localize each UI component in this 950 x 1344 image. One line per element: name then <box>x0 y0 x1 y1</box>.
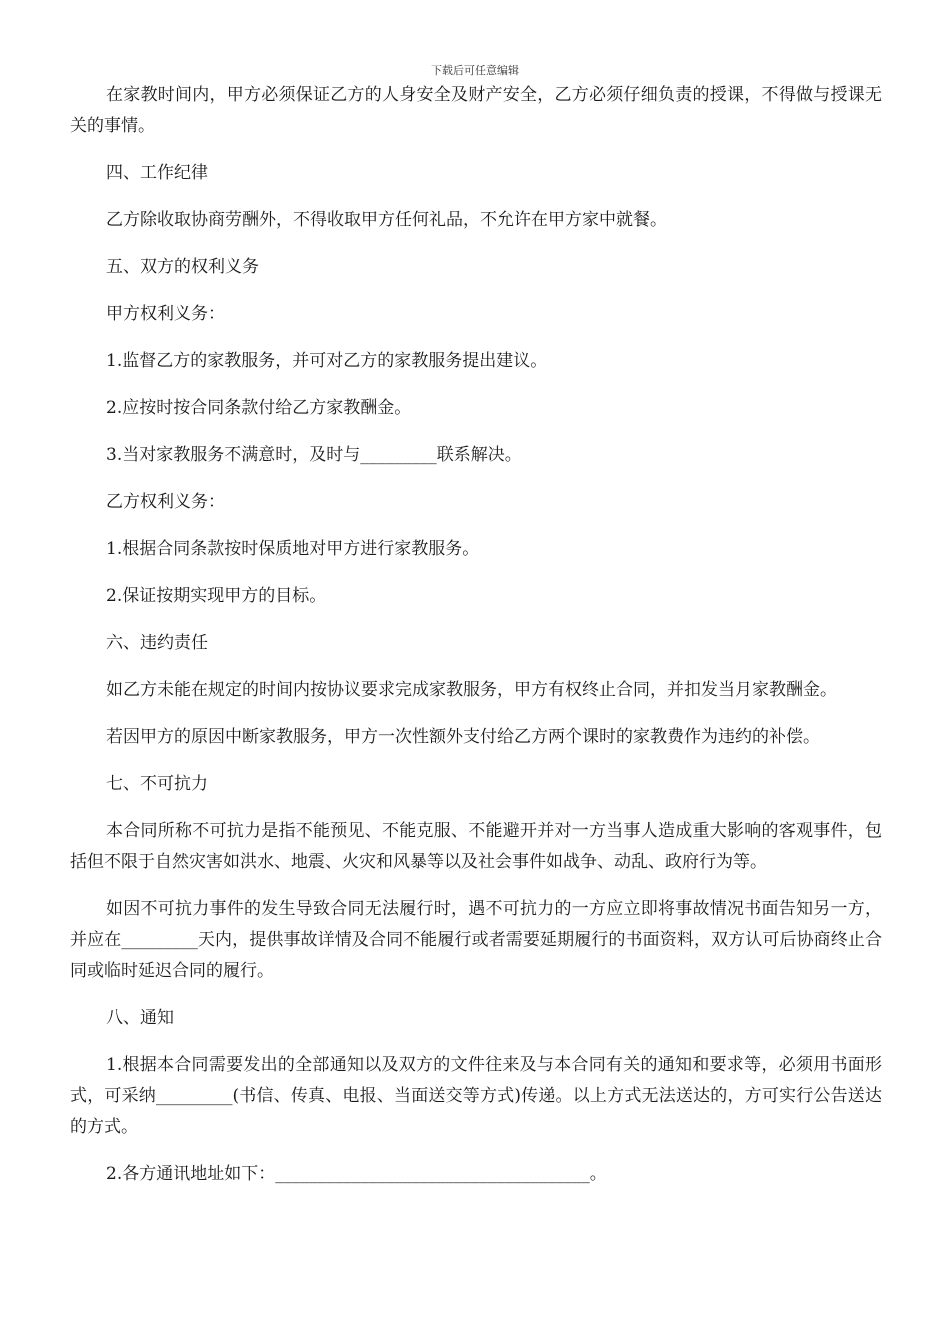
paragraph-liability-b: 如乙方未能在规定的时间内按协议要求完成家教服务，甲方有权终止合同，并扣发当月家教酬金。 <box>106 680 837 700</box>
list-item-a2: 2.应按时按合同条款付给乙方家教酬金。 <box>106 398 412 418</box>
paragraph-liability-a: 若因甲方的原因中断家教服务，甲方一次性额外支付给乙方两个课时的家教费作为违约的补偿。 <box>106 727 820 747</box>
section-heading-force-majeure: 七、不可抗力 <box>106 774 208 794</box>
paragraph-safety: 在家教时间内，甲方必须保证乙方的人身安全及财产安全，乙方必须仔细负责的授课，不得做与授课无关的事情。 <box>70 85 882 136</box>
subheading-party-a-rights: 甲方权利义务： <box>106 304 225 324</box>
paragraph-force-majeure-definition: 本合同所称不可抗力是指不能预见、不能克服、不能避开并对一方当事人造成重大影响的客观事件，包括但不限于自然灾害如洪水、地震、火灾和风暴等以及社会事件如战争、动乱、政府行为等。 <box>70 821 882 872</box>
paragraph-discipline: 乙方除收取协商劳酬外，不得收取甲方任何礼品，不允许在甲方家中就餐。 <box>106 210 667 230</box>
page-header-note: 下载后可任意编辑 <box>431 64 519 77</box>
section-heading-discipline: 四、工作纪律 <box>106 163 208 183</box>
subheading-party-b-rights: 乙方权利义务： <box>106 492 225 512</box>
document-body <box>70 80 882 1206</box>
paragraph-force-majeure-procedure: 如因不可抗力事件的发生导致合同无法履行时，遇不可抗力的一方应立即将事故情况书面告知另一方，并应在_________天内，提供事故详情及合同不能履行或者需要延期履行的书面资料，双方认可后协商终止合同或临时延迟合同的履行。 <box>70 899 882 981</box>
list-item-b2: 2.保证按期实现甲方的目标。 <box>106 586 327 606</box>
list-item-a1: 1.监督乙方的家教服务，并可对乙方的家教服务提出建议。 <box>106 351 548 371</box>
list-item-b1: 1.根据合同条款按时保质地对甲方进行家教服务。 <box>106 539 480 559</box>
list-item-a3: 3.当对家教服务不满意时，及时与_________联系解决。 <box>106 445 522 465</box>
list-item-notice-2: 2.各方通讯地址如下：_____________________________________。 <box>106 1164 607 1184</box>
list-item-notice-1: 1.根据本合同需要发出的全部通知以及双方的文件往来及与本合同有关的通知和要求等，必须用书面形式，可采纳_________(书信、传真、电报、当面送交等方式)传递。以上方式无法送达的，方可实行公告送达的方式。 <box>70 1055 882 1137</box>
section-heading-rights: 五、双方的权利义务 <box>106 257 259 277</box>
section-heading-notice: 八、通知 <box>106 1008 174 1028</box>
section-heading-liability: 六、违约责任 <box>106 633 208 653</box>
